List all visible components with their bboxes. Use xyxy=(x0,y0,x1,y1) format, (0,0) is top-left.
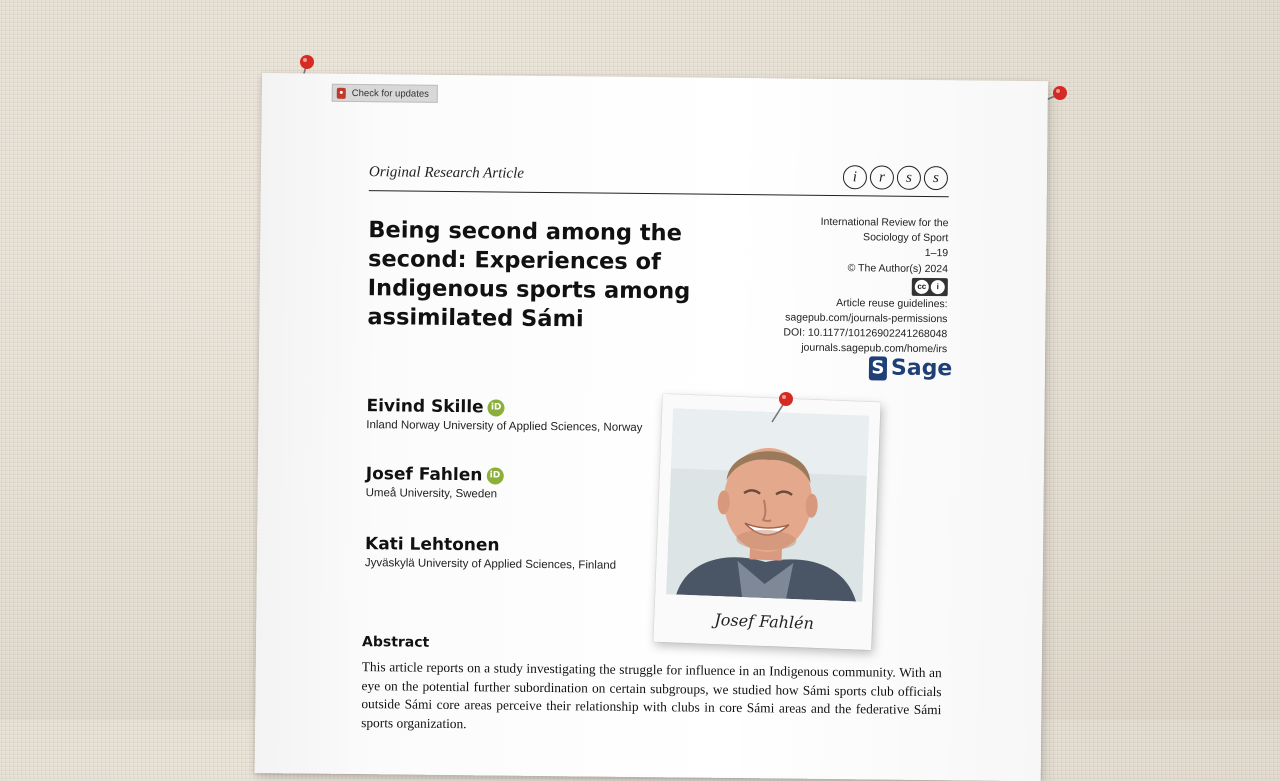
orcid-icon[interactable]: iD xyxy=(488,399,505,416)
author-block xyxy=(365,534,617,572)
author-name: Eivind Skille xyxy=(366,396,484,418)
author-affiliation: Inland Norway University of Applied Sciences, Norway xyxy=(366,419,643,435)
journal-meta xyxy=(729,214,948,358)
journal-logo-letter: s xyxy=(924,166,948,190)
publisher-logo xyxy=(869,355,953,381)
permissions-link[interactable]: sagepub.com/journals-permissions xyxy=(785,311,948,326)
orcid-icon[interactable]: iD xyxy=(486,467,503,484)
author-affiliation: Jyväskylä University of Applied Sciences, Finland xyxy=(364,557,617,572)
article-type: Original Research Article xyxy=(368,164,525,182)
abstract-text: This article reports on a study investigating the struggle for influence in an Indigenous community. With an eye on the potential further subordination on certain subgroups, we studied how Sámi sports club officials outside Sámi core areas perceive their relationship with clubs in core Sámi areas and the federative Sámi sports organization. xyxy=(361,659,942,731)
author-affiliation: Umeå University, Sweden xyxy=(365,487,498,501)
cc-icon: cc xyxy=(915,280,929,294)
portrait-photo xyxy=(666,408,869,601)
journal-logo-letter: i xyxy=(843,165,867,189)
author-name: Josef Fahlen xyxy=(365,464,483,486)
header-rule xyxy=(369,190,949,197)
pushpin-photo xyxy=(766,390,796,426)
check-updates-label: Check for updates xyxy=(351,87,429,100)
journal-logo-letter: r xyxy=(870,165,894,189)
article-page xyxy=(255,73,1048,781)
author-block xyxy=(366,464,504,500)
creative-commons-badge xyxy=(912,278,948,296)
attribution-icon: i xyxy=(931,280,945,294)
journal-logo xyxy=(843,165,948,190)
sage-icon: S xyxy=(869,356,887,380)
bookmark-icon xyxy=(337,87,346,98)
photo-caption: Josef Fahlén xyxy=(714,610,815,633)
publisher-name: Sage xyxy=(890,355,953,382)
journal-name: International Review for the xyxy=(820,215,949,230)
article-title: Being second among the second: Experiences of Indigenous sports among assimilated Sámi xyxy=(367,217,691,333)
check-for-updates-button[interactable] xyxy=(332,84,438,103)
abstract-heading: Abstract xyxy=(361,634,430,651)
journal-name-line2: Sociology of Sport xyxy=(863,231,949,245)
author-name: Kati Lehtonen xyxy=(364,534,500,556)
reuse-guidelines: Article reuse guidelines: xyxy=(836,296,948,311)
journal-logo-letter: s xyxy=(897,166,921,190)
doi[interactable]: DOI: 10.1177/10126902241268048 xyxy=(783,326,948,341)
portrait-illustration xyxy=(666,408,869,601)
author-block xyxy=(366,396,642,434)
copyright: © The Author(s) 2024 xyxy=(847,261,949,275)
journal-home-link[interactable]: journals.sagepub.com/home/irs xyxy=(801,342,948,356)
page-range: 1–19 xyxy=(924,247,949,260)
polaroid-photo xyxy=(653,394,880,650)
